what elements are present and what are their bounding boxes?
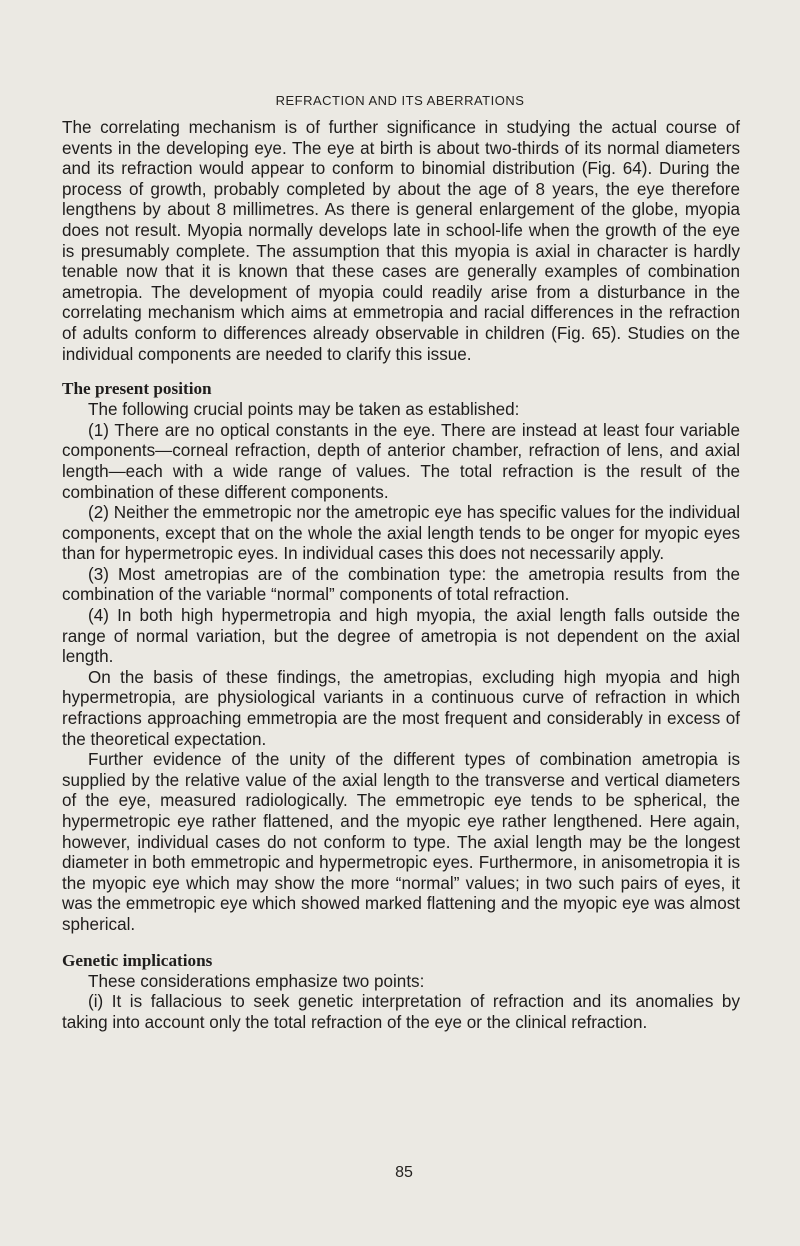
numbered-point-i: (i) It is fallacious to seek genetic interpretation of refraction and its anomalies by taking into account only the total refraction of the eye or the clinical refraction. [62, 992, 740, 1032]
running-head: REFRACTION AND ITS ABERRATIONS [275, 93, 525, 108]
paragraph: On the basis of these findings, the ametropias, excluding high myopia and high hypermetropia, are physiological variants in a continuous curve of refraction in which refractions approaching emmetropia are the most frequent and considerably in excess of the theoretical expectation. [62, 667, 740, 749]
numbered-point-2: (2) Neither the emmetropic nor the ametropic eye has specific values for the individual components, except that on the whole the axial length tends to be onger for myopic eyes than for hypermetropic eyes. In individual cases this does not necessarily apply. [62, 503, 740, 564]
body-text [62, 118, 740, 1033]
intro-paragraph: The correlating mechanism is of further significance in studying the actual course of events in the developing eye. The eye at birth is about two-thirds of its normal diameters and its refraction would appear to conform to binomial distribution (Fig. 64). During the process of growth, probably completed by about the age of 8 years, the eye therefore lengthens by about 8 millimetres. As there is general enlargement of the globe, myopia does not result. Myopia normally develops late in school-life when the growth of the eye is presumably complete. The assumption that this myopia is axial in character is hardly tenable now that it is known that these cases are generally examples of combination ametropia. The development of myopia could readily arise from a disturbance in the correlating mechanism which aims at emmetropia and racial differences in the refraction of adults conform to differences already observable in children (Fig. 65). Studies on the individual components are needed to clarify this issue. [62, 118, 740, 364]
paragraph: The following crucial points may be taken as established: [88, 400, 520, 420]
paragraph: These considerations emphasize two points: [88, 971, 425, 991]
numbered-point-4: (4) In both high hypermetropia and high myopia, the axial length falls outside the range of normal variation, but the degree of ametropia is not dependent on the axial length. [62, 606, 740, 667]
page-number: 85 [395, 1164, 413, 1181]
numbered-point-3: (3) Most ametropias are of the combination type: the ametropia results from the combination of the variable “normal” components of total refraction. [62, 564, 740, 605]
section-heading-present-position: The present position [62, 379, 212, 399]
section-heading-genetic-implications: Genetic implications [62, 950, 213, 970]
numbered-point-1: (1) There are no optical constants in the eye. There are instead at least four variable components—corneal refraction, depth of anterior chamber, refraction of lens, and axial length—each with a wide range of values. The total refraction is the result of the combination of these different components. [62, 420, 740, 502]
paragraph: Further evidence of the unity of the different types of combination ametropia is supplied by the relative value of the axial length to the transverse and vertical diameters of the eye, measured radiologically. The emmetropic eye tends to be spherical, the hypermetropic eye rather flattened, and the myopic eye rather lengthened. Here again, however, individual cases do not conform to type. The axial length may be the longest diameter in both emmetropic and hypermetropic eyes. Furthermore, in anisometropia it is the myopic eye which may show the more “normal” values; in two such pairs of eyes, it was the emmetropic eye which showed marked flattening and the myopic eye was almost spherical. [62, 750, 740, 934]
